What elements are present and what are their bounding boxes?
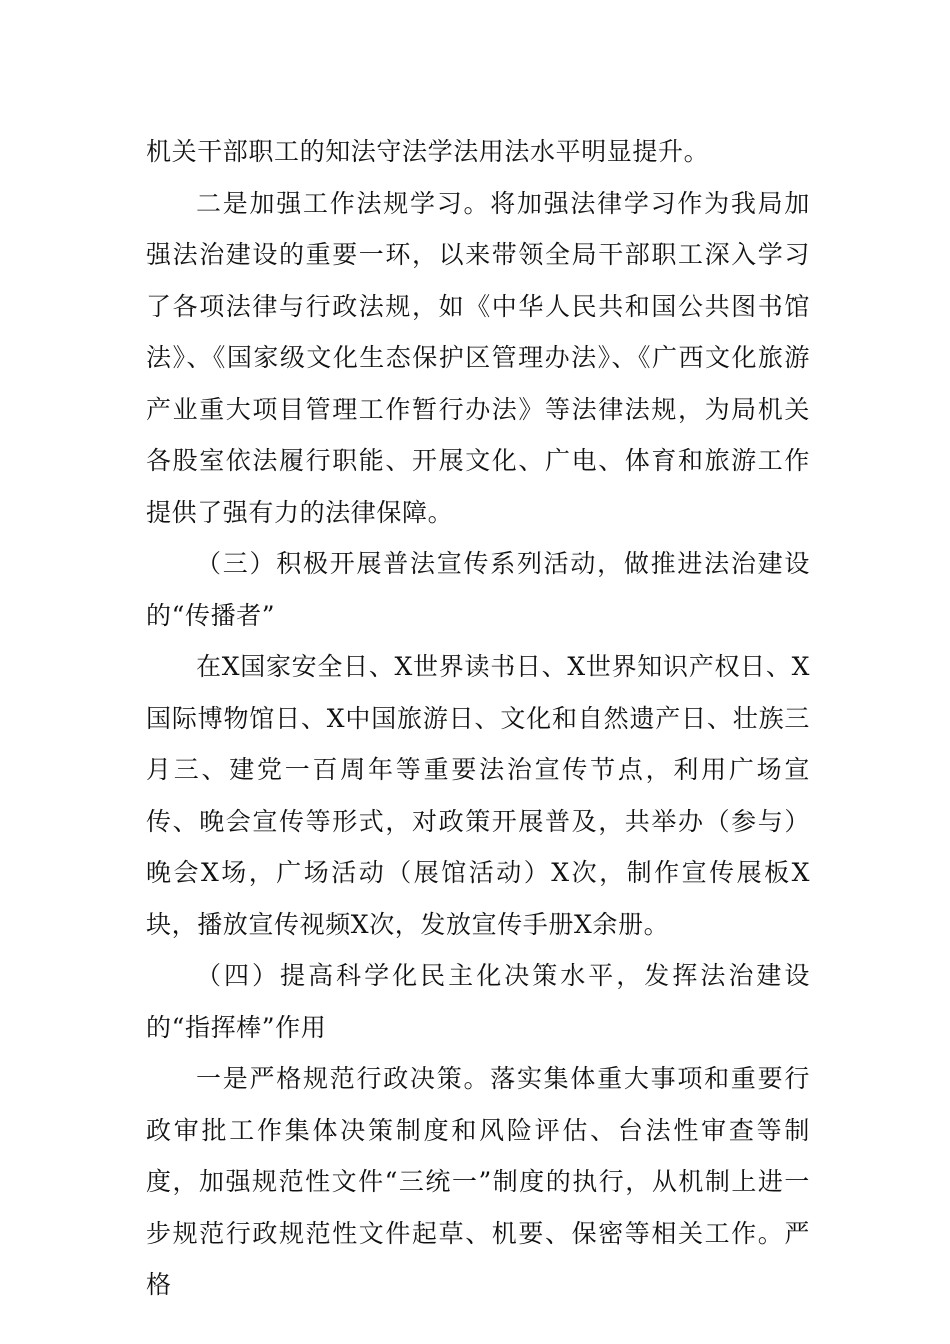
document-body: [146, 126, 810, 1311]
paragraph-continuation: 机关干部职工的知法守法学法用法水平明显提升。: [146, 137, 710, 166]
paragraph-publicity-activities: 在X国家安全日、X世界读书日、X世界知识产权日、X国际博物馆日、X中国旅游日、文化和自然遗产日、壮族三月三、建党一百周年等重要法治宣传节点，利用广场宣传、晚会宣传等形式，对政策开展普及，共举办（参与）晚会X场，广场活动（展馆活动）X次，制作宣传展板X块，播放宣传视频X次，发放宣传手册X余册。: [146, 652, 810, 939]
section-heading-three: （三）积极开展普法宣传系列活动，做推进法治建设的“传播者”: [146, 549, 810, 630]
paragraph-regulation-study: 二是加强工作法规学习。将加强法律学习作为我局加强法治建设的重要一环，以来带领全局干部职工深入学习了各项法律与行政法规，如《中华人民共和国公共图书馆法》、《国家级文化生态保护区管理办法》、《广西文化旅游产业重大项目管理工作暂行办法》等法律法规，为局机关各股室依法履行职能、开展文化、广电、体育和旅游工作提供了强有力的法律保障。: [146, 188, 810, 527]
paragraph-administrative-decisions: 一是严格规范行政决策。落实集体重大事项和重要行政审批工作集体决策制度和风险评估、台法性审查等制度，加强规范性文件“三统一”制度的执行，从机制上进一步规范行政规范性文件起草、机要、保密等相关工作。严格: [146, 1064, 810, 1299]
section-heading-four: （四）提高科学化民主化决策水平，发挥法治建设的“指挥棒”作用: [146, 961, 810, 1042]
